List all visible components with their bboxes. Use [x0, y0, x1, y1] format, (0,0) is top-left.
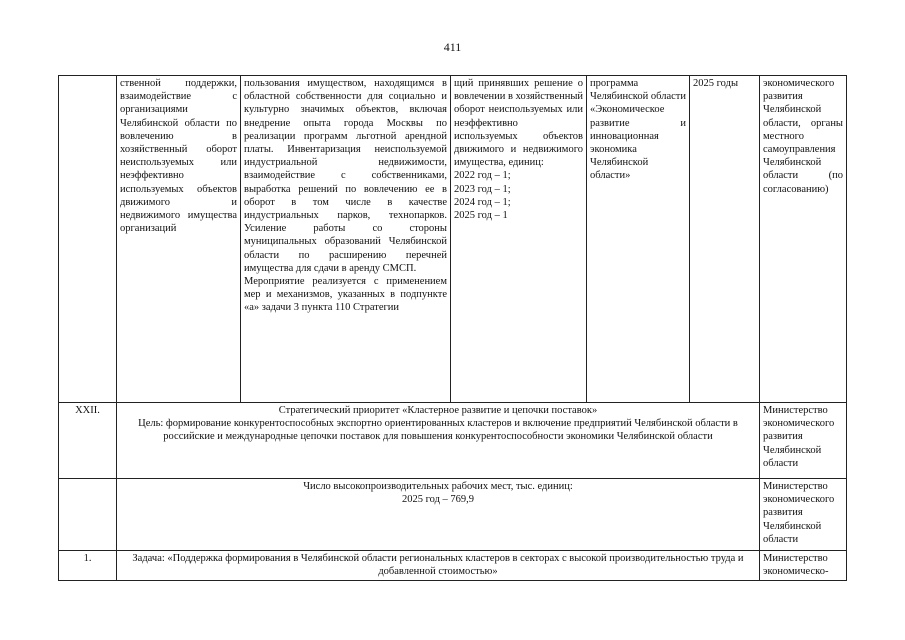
indicator-year-2: 2023 год – 1;	[454, 183, 511, 195]
continuation-row	[59, 76, 847, 403]
priority-content-cell	[117, 403, 760, 479]
task-content-cell: Задача: «Поддержка формирования в Челябинской области региональных кластеров в секторах с высокой производительностью труда и добавленной стоимостью»	[117, 551, 760, 581]
indicator-year-4: 2025 год – 1	[454, 210, 508, 222]
indicator-responsible-cell: Министерство экономического развития Челябинской области	[760, 479, 847, 551]
responsible-cell: экономического развития Челябинской области, органы местного самоуправления Челябинской области (по согласованию)	[760, 76, 847, 403]
indicator-text: щий принявших решение о вовлечении в хозяйственный оборот неиспользуемых или неэффективно используемых объектов движимого и недвижимого имущества, единиц:	[454, 78, 584, 169]
indicator-value: 2025 год – 769,9	[401, 494, 475, 506]
strategy-table	[58, 75, 847, 581]
measure-content-cell	[241, 76, 451, 403]
priority-number-cell: XXII.	[59, 403, 117, 479]
task-responsible-cell: Министерство экономическо-	[760, 551, 847, 581]
priority-title: Стратегический приоритет «Кластерное развитие и цепочки поставок»	[278, 405, 598, 416]
measure-content-paragraph: пользования имуществом, находящимся в областной собственности для социально и культурно значимых объектов, включая внедрение опыта города Москвы по реализации программ льготной арендной платы. Инвентаризация неиспользуемой индустриальной недвижимости, взаимодействие с собственниками, выработка решений по вовлечению ее в оборот в том числе в качестве индустриальных парков, технопарков. Усиление работы со стороны муниципальных образований Челябинской области по расширению перечней имущества для сдачи в аренду СМСП.	[244, 78, 447, 274]
measure-name-cell: ственной поддержки, взаимодействие с организациями Челябинской области по вовлечению в хозяйственный оборот неиспользуемых или неэффективно используемых объектов движимого и недвижимого имущества организаций	[117, 76, 241, 403]
priority-responsible-cell: Министерство экономического развития Челябинской области	[760, 403, 847, 479]
page-number: 411	[443, 40, 462, 54]
measure-content-note: Мероприятие реализуется с применением мер и механизмов, указанных в подпункте «а» задачи 3 пункта 110 Стратегии	[244, 276, 447, 314]
indicator-content-cell	[117, 479, 760, 551]
program-cell: программа Челябинской области «Экономическое развитие и инновационная экономика Челябинской области»	[587, 76, 690, 403]
task-number-cell: 1.	[59, 551, 117, 581]
priority-row	[59, 403, 847, 479]
task-row	[59, 551, 847, 581]
indicator-title: Число высокопроизводительных рабочих мест, тыс. единиц:	[303, 481, 573, 492]
indicator-year-1: 2022 год – 1;	[454, 170, 511, 182]
indicator-number-cell	[59, 479, 117, 551]
indicator-cell	[451, 76, 587, 403]
period-cell: 2025 годы	[690, 76, 760, 403]
priority-goal: Цель: формирование конкурентоспособных экспортно ориентированных кластеров и включение предприятий Челябинской области в российские и международные цепочки поставок для повышения конкурентоспособности экономики Челябинской области	[138, 418, 738, 443]
indicator-row	[59, 479, 847, 551]
indicator-year-3: 2024 год – 1;	[454, 196, 511, 208]
row-number-cell	[59, 76, 117, 403]
